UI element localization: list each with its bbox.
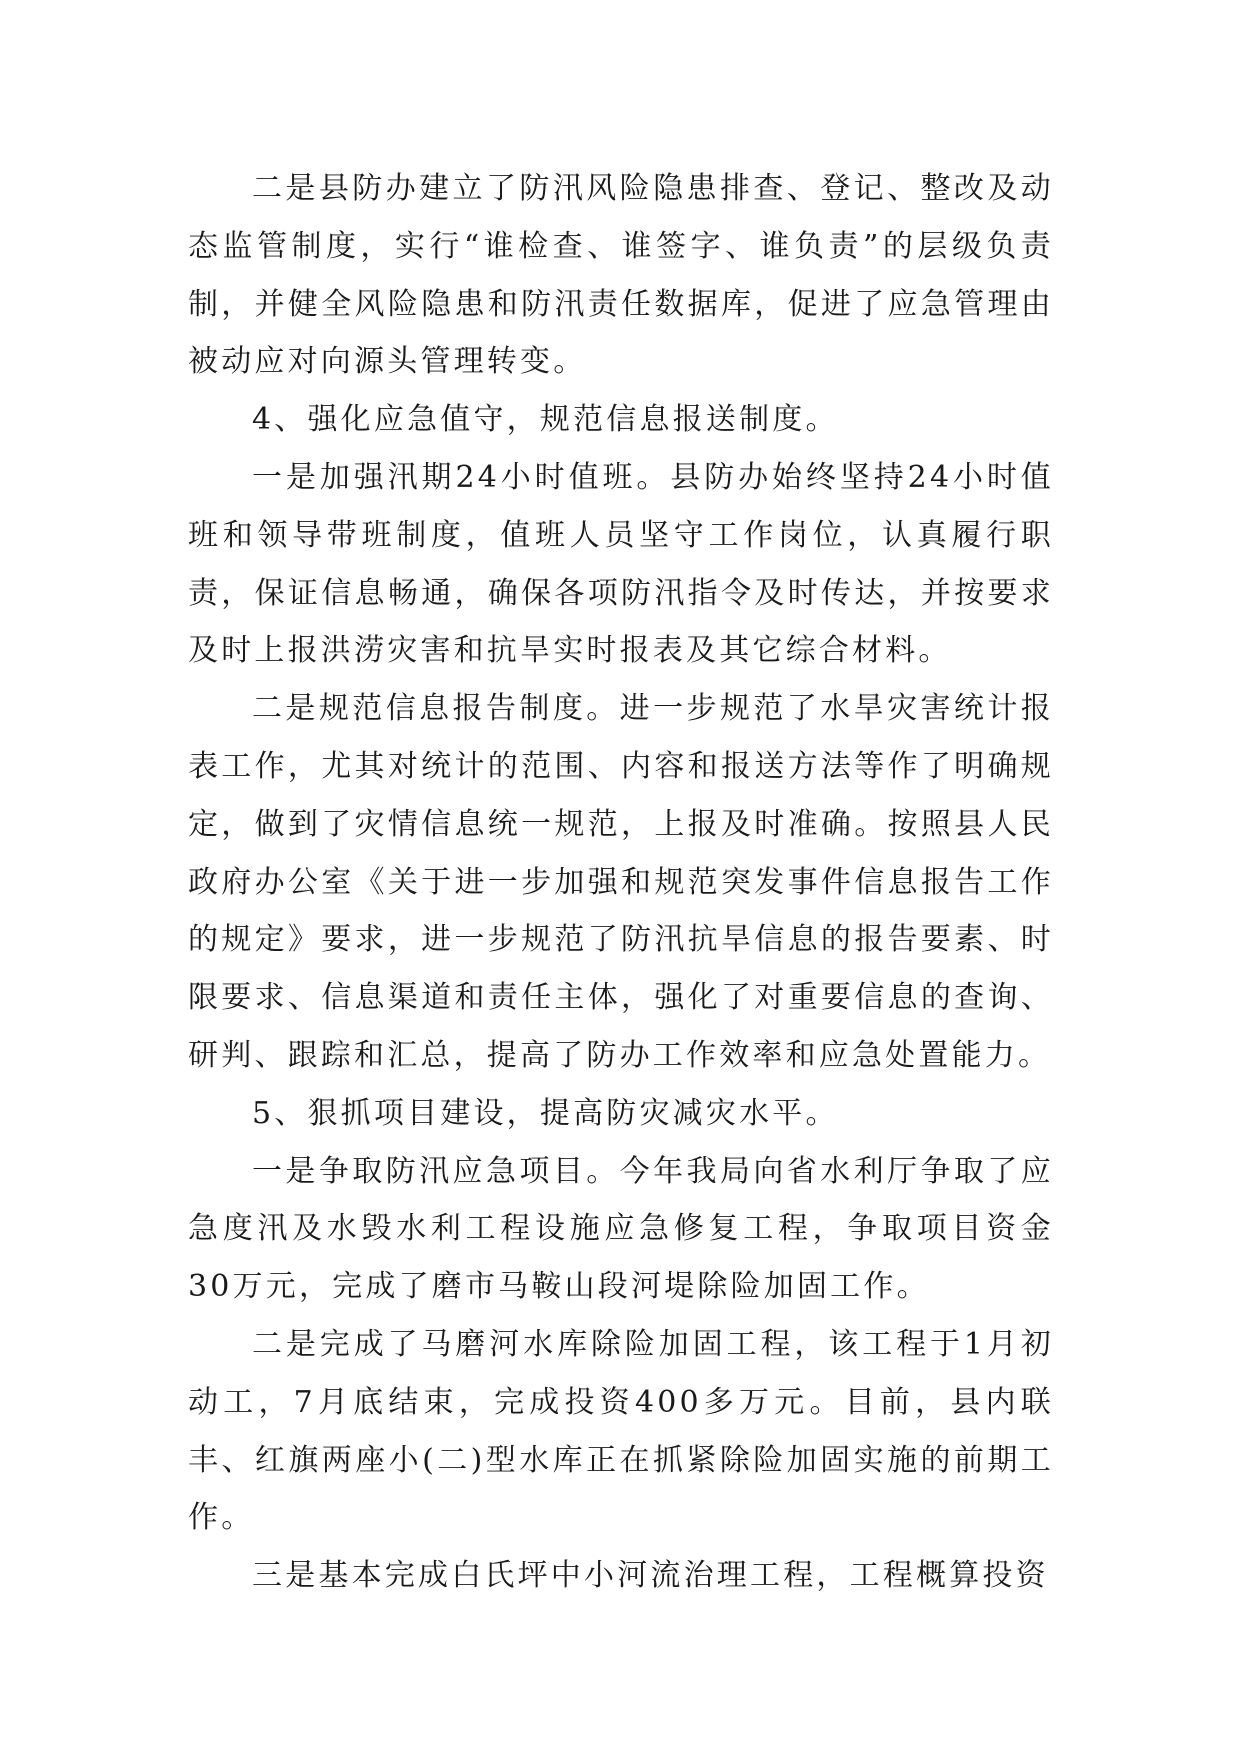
- section-heading-emergency-duty: 4、强化应急值守，规范信息报送制度。: [252, 402, 839, 438]
- paragraph-info-reporting: 二是规范信息报告制度。进一步规范了水旱灾害统计报表工作，尤其对统计的范围、内容和报送方法等作了明确规定，做到了灾情信息统一规范，上报及时准确。按照县人民政府办公室《关于进一步加强和规范突发事件信息报告工作的规定》要求，进一步规范了防汛抗旱信息的报告要素、时限要求、信息渠道和责任主体，强化了对重要信息的查询、研判、跟踪和汇总，提高了防办工作效率和应急处置能力。: [188, 691, 1054, 1073]
- paragraph-reservoir-project: 二是完成了马磨河水库除险加固工程，该工程于1月初动工，7月底结束，完成投资400多万元。目前，县内联丰、红旗两座小(二)型水库正在抓紧除险加固实施的前期工作。: [188, 1326, 1055, 1536]
- document-page: [188, 160, 1054, 1605]
- section-heading-project-construction: 5、狠抓项目建设，提高防灾减灾水平。: [252, 1095, 839, 1131]
- paragraph-risk-management: 二是县防办建立了防汛风险隐患排查、登记、整改及动态监管制度，实行“谁检查、谁签字、谁负责”的层级负责制，并健全风险隐患和防汛责任数据库，促进了应急管理由被动应对向源头管理转变。: [188, 171, 1054, 380]
- paragraph-river-project: 三是基本完成白氏坪中小河流治理工程，工程概算投资: [252, 1558, 1049, 1594]
- paragraph-24h-duty: 一是加强汛期24小时值班。县防办始终坚持24小时值班和领导带班制度，值班人员坚守工作岗位，认真履行职责，保证信息畅通，确保各项防汛指令及时传达，并按要求及时上报洪涝灾害和抗旱实时报表及其它综合材料。: [188, 459, 1054, 669]
- paragraph-emergency-project: 一是争取防汛应急项目。今年我局向省水利厅争取了应急度汛及水毁水利工程设施应急修复工程，争取项目资金30万元，完成了磨市马鞍山段河堤除险加固工作。: [188, 1153, 1054, 1305]
